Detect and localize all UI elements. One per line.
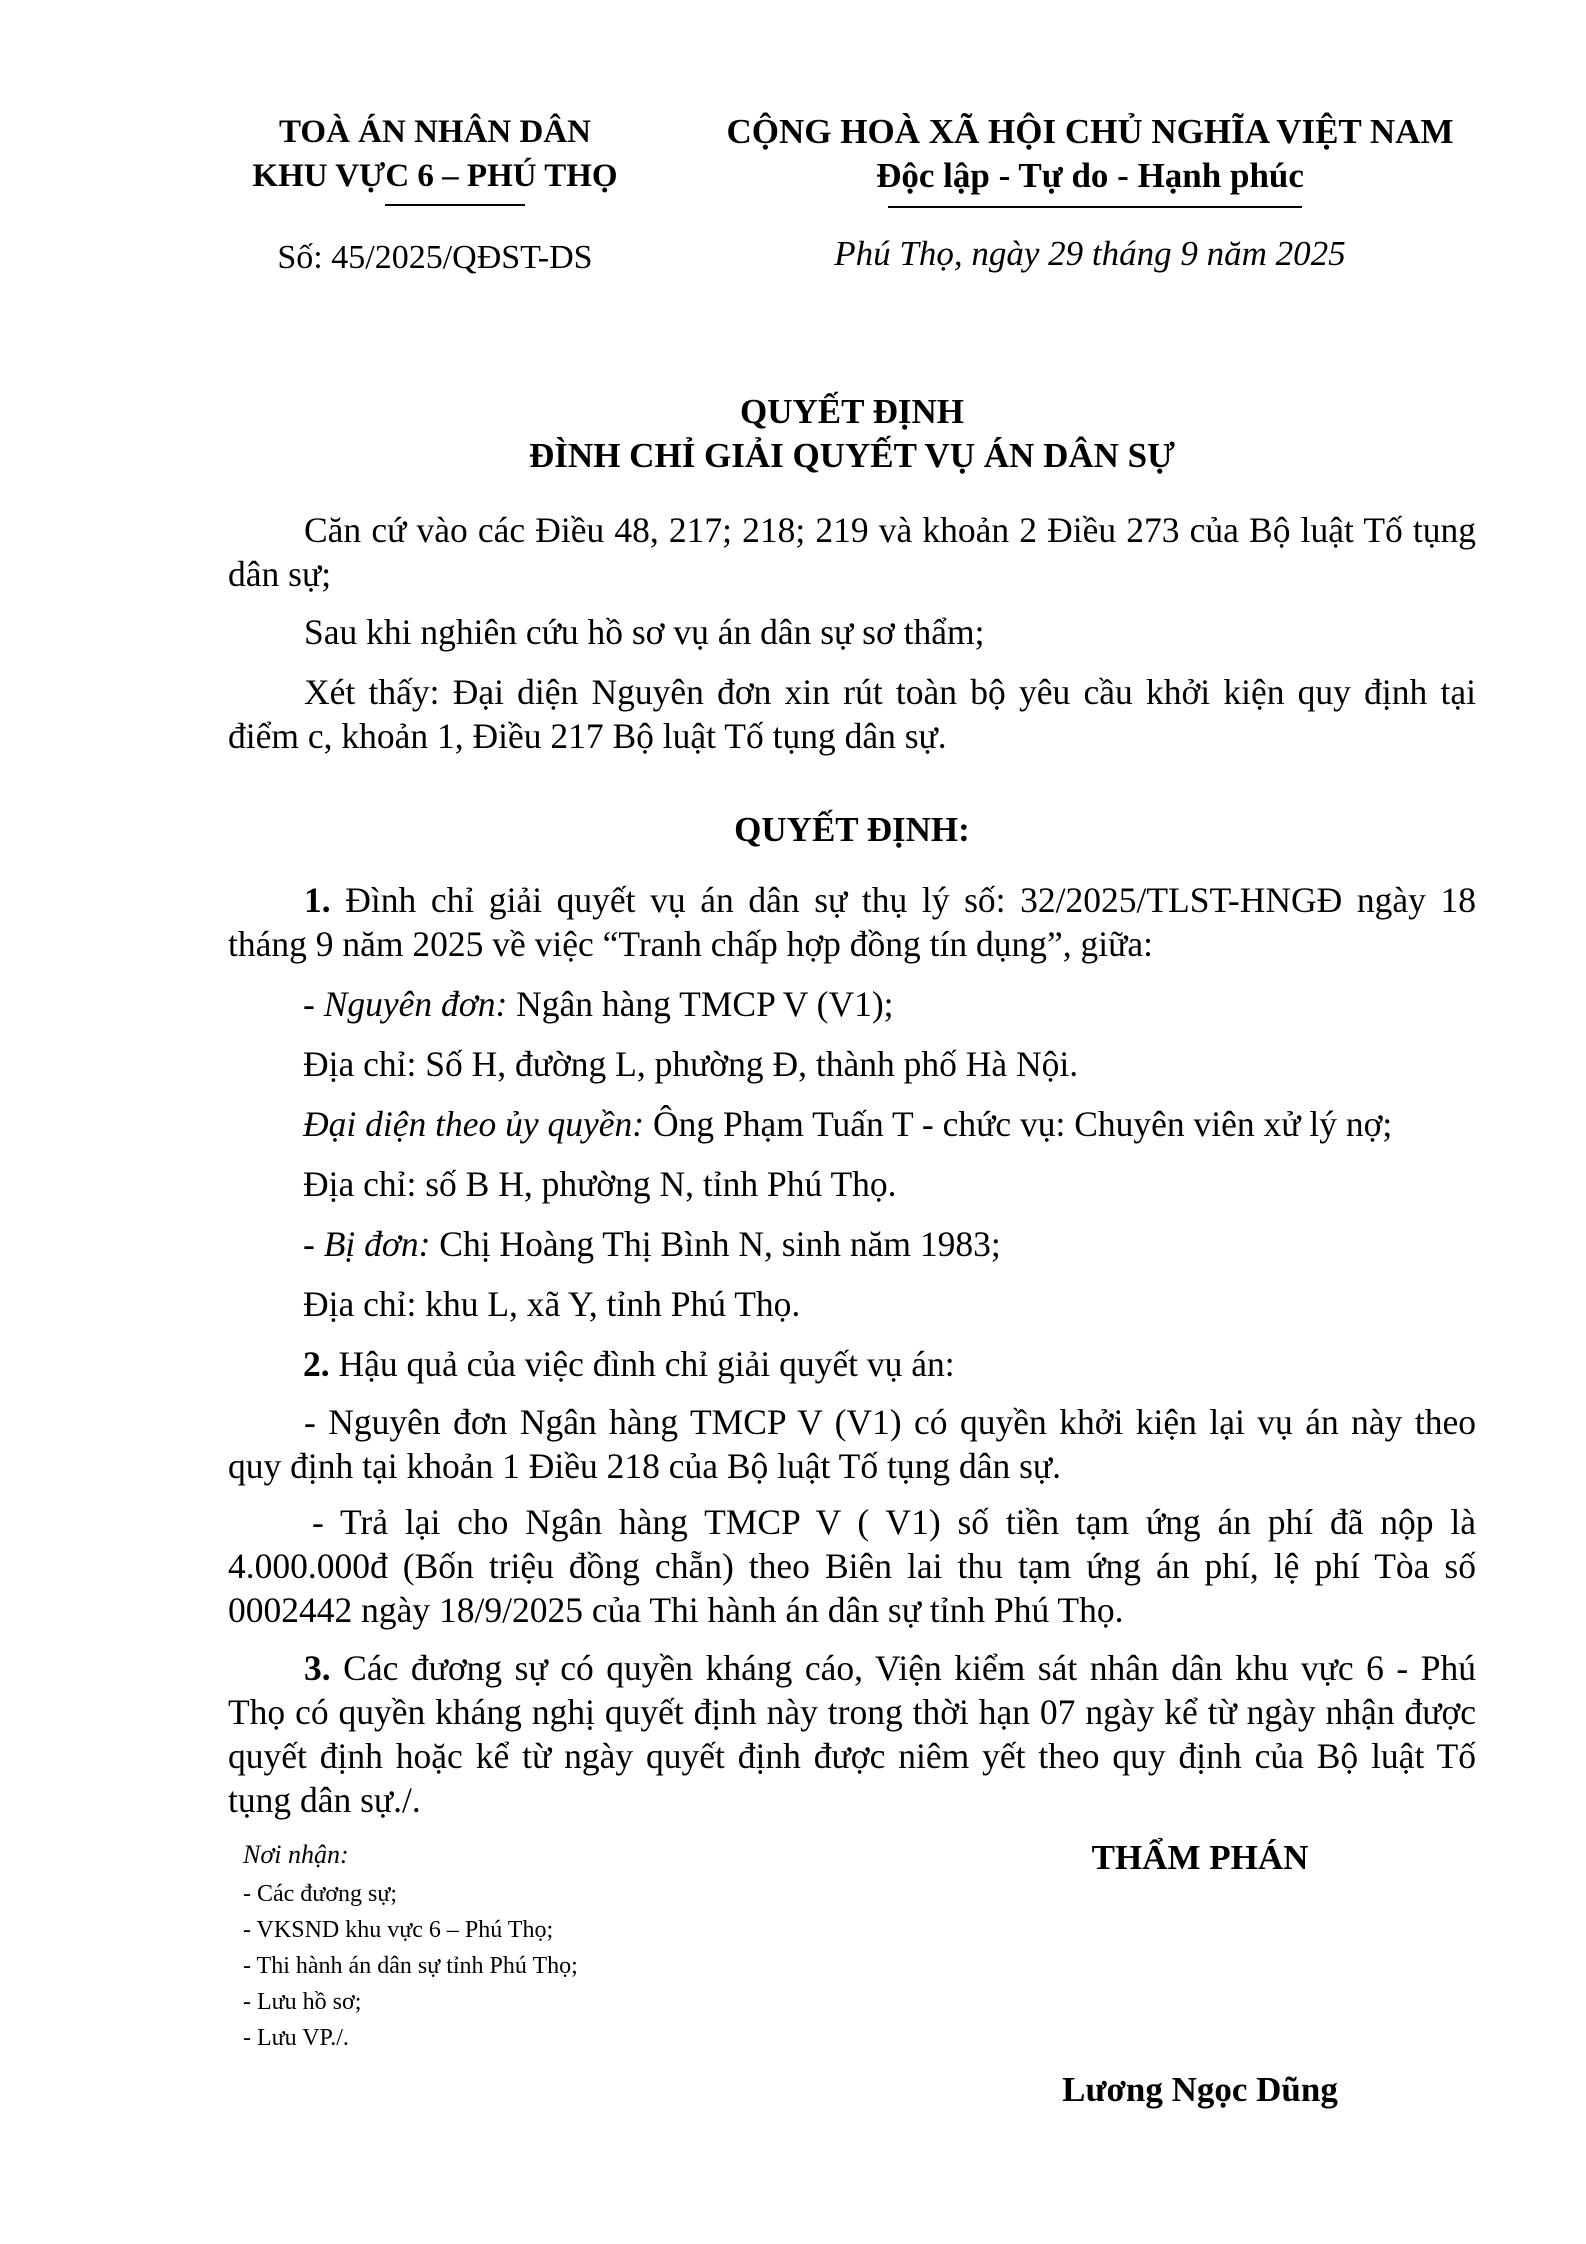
national-title (700, 110, 1480, 198)
place-date: Phú Thọ, ngày 29 tháng 9 năm 2025 (834, 234, 1346, 273)
court-name (190, 110, 680, 198)
plaintiff-value: Ngân hàng TMCP V (V1); (507, 984, 894, 1024)
recipients-label: Nơi nhận: (243, 1840, 349, 1869)
motto-underline (888, 206, 1302, 208)
recipient-item: - Các đương sự; (243, 1881, 398, 1907)
signer-title: THẨM PHÁN (1091, 1838, 1309, 1877)
plaintiff-line (303, 982, 1483, 1026)
section-3-text: Các đương sự có quyền kháng cáo, Viện kiểm sát nhân dân khu vực 6 - Phú Thọ có quyền kháng nghị quyết định này trong thời hạn 07 ngày kể từ ngày nhận được quyết định hoặc kể từ ngày quyết định được niêm yết theo quy định của Bộ luật Tố tụng dân sự./. (228, 1648, 1476, 1820)
defendant-label: - Bị đơn: (303, 1224, 431, 1264)
defendant-address: Địa chỉ: khu L, xã Y, tỉnh Phú Thọ. (303, 1284, 801, 1324)
representative-label: Đại diện theo ủy quyền: (303, 1104, 645, 1144)
document-number: Số: 45/2025/QĐST-DS (277, 239, 593, 276)
section-2-number: 2. (303, 1344, 330, 1384)
section-3-number: 3. (304, 1648, 331, 1688)
plaintiff-address: Địa chỉ: Số H, đường L, phường Đ, thành phố Hà Nội. (303, 1044, 1079, 1084)
national-motto: Độc lập - Tự do - Hạnh phúc (876, 156, 1304, 195)
section-1-number: 1. (304, 880, 331, 920)
recipient-item: - Thi hành án dân sự tỉnh Phú Thọ; (243, 1953, 578, 1979)
section-2 (303, 1342, 1483, 1386)
representative-value: Ông Phạm Tuấn T - chức vụ: Chuyên viên xử lý nợ; (644, 1104, 1393, 1144)
court-underline (385, 204, 525, 206)
document-title (228, 390, 1476, 478)
representative-address: Địa chỉ: số B H, phường N, tỉnh Phú Thọ. (303, 1164, 897, 1204)
title-line1: QUYẾT ĐỊNH (740, 392, 964, 431)
preamble-finding: Xét thấy: Đại diện Nguyên đơn xin rút toàn bộ yêu cầu khởi kiện quy định tại điểm c, khoản 1, Điều 217 Bộ luật Tố tụng dân sự. (228, 672, 1476, 756)
recipient-item: - Lưu VP./. (243, 2025, 349, 2051)
defendant-line (303, 1222, 1483, 1266)
consequence-item-1: - Nguyên đơn Ngân hàng TMCP V (V1) có quyền khởi kiện lại vụ án này theo quy định tại khoản 1 Điều 218 của Bộ luật Tố tụng dân sự. (228, 1402, 1476, 1486)
court-name-line1: TOÀ ÁN NHÂN DÂN (279, 114, 591, 150)
recipient-item: - VKSND khu vực 6 – Phú Thọ; (243, 1917, 554, 1943)
preamble-review: Sau khi nghiên cứu hồ sơ vụ án dân sự sơ thẩm; (304, 612, 985, 652)
preamble-legal-basis: Căn cứ vào các Điều 48, 217; 218; 219 và khoản 2 Điều 273 của Bộ luật Tố tụng dân sự; (228, 510, 1476, 594)
plaintiff-label: - Nguyên đơn: (303, 984, 508, 1024)
court-name-line2: KHU VỰC 6 – PHÚ THỌ (252, 158, 618, 194)
section-1-text: Đình chỉ giải quyết vụ án dân sự thụ lý số: 32/2025/TLST-HNGĐ ngày 18 tháng 9 năm 2025 về việc “Tranh chấp hợp đồng tín dụng”, giữa: (228, 880, 1476, 964)
recipient-item: - Lưu hồ sơ; (243, 1989, 362, 2015)
section-3 (228, 1646, 1476, 1822)
signer-name: Lương Ngọc Dũng (1062, 2070, 1338, 2109)
section-1 (228, 878, 1476, 966)
representative-line (303, 1102, 1483, 1146)
decision-heading: QUYẾT ĐỊNH: (734, 810, 970, 849)
section-2-text: Hậu quả của việc đình chỉ giải quyết vụ án: (329, 1344, 955, 1384)
national-title-line1: CỘNG HOÀ XÃ HỘI CHỦ NGHĨA VIỆT NAM (726, 112, 1454, 151)
consequence-item-2: - Trả lại cho Ngân hàng TMCP V ( V1) số tiền tạm ứng án phí đã nộp là 4.000.000đ (Bốn triệu đồng chẵn) theo Biên lai thu tạm ứng án phí, lệ phí Tòa số 0002442 ngày 18/9/2025 của Thi hành án dân sự tỉnh Phú Thọ. (228, 1502, 1476, 1630)
title-line2: ĐÌNH CHỈ GIẢI QUYẾT VỤ ÁN DÂN SỰ (529, 436, 1175, 475)
defendant-value: Chị Hoàng Thị Bình N, sinh năm 1983; (430, 1224, 1001, 1264)
